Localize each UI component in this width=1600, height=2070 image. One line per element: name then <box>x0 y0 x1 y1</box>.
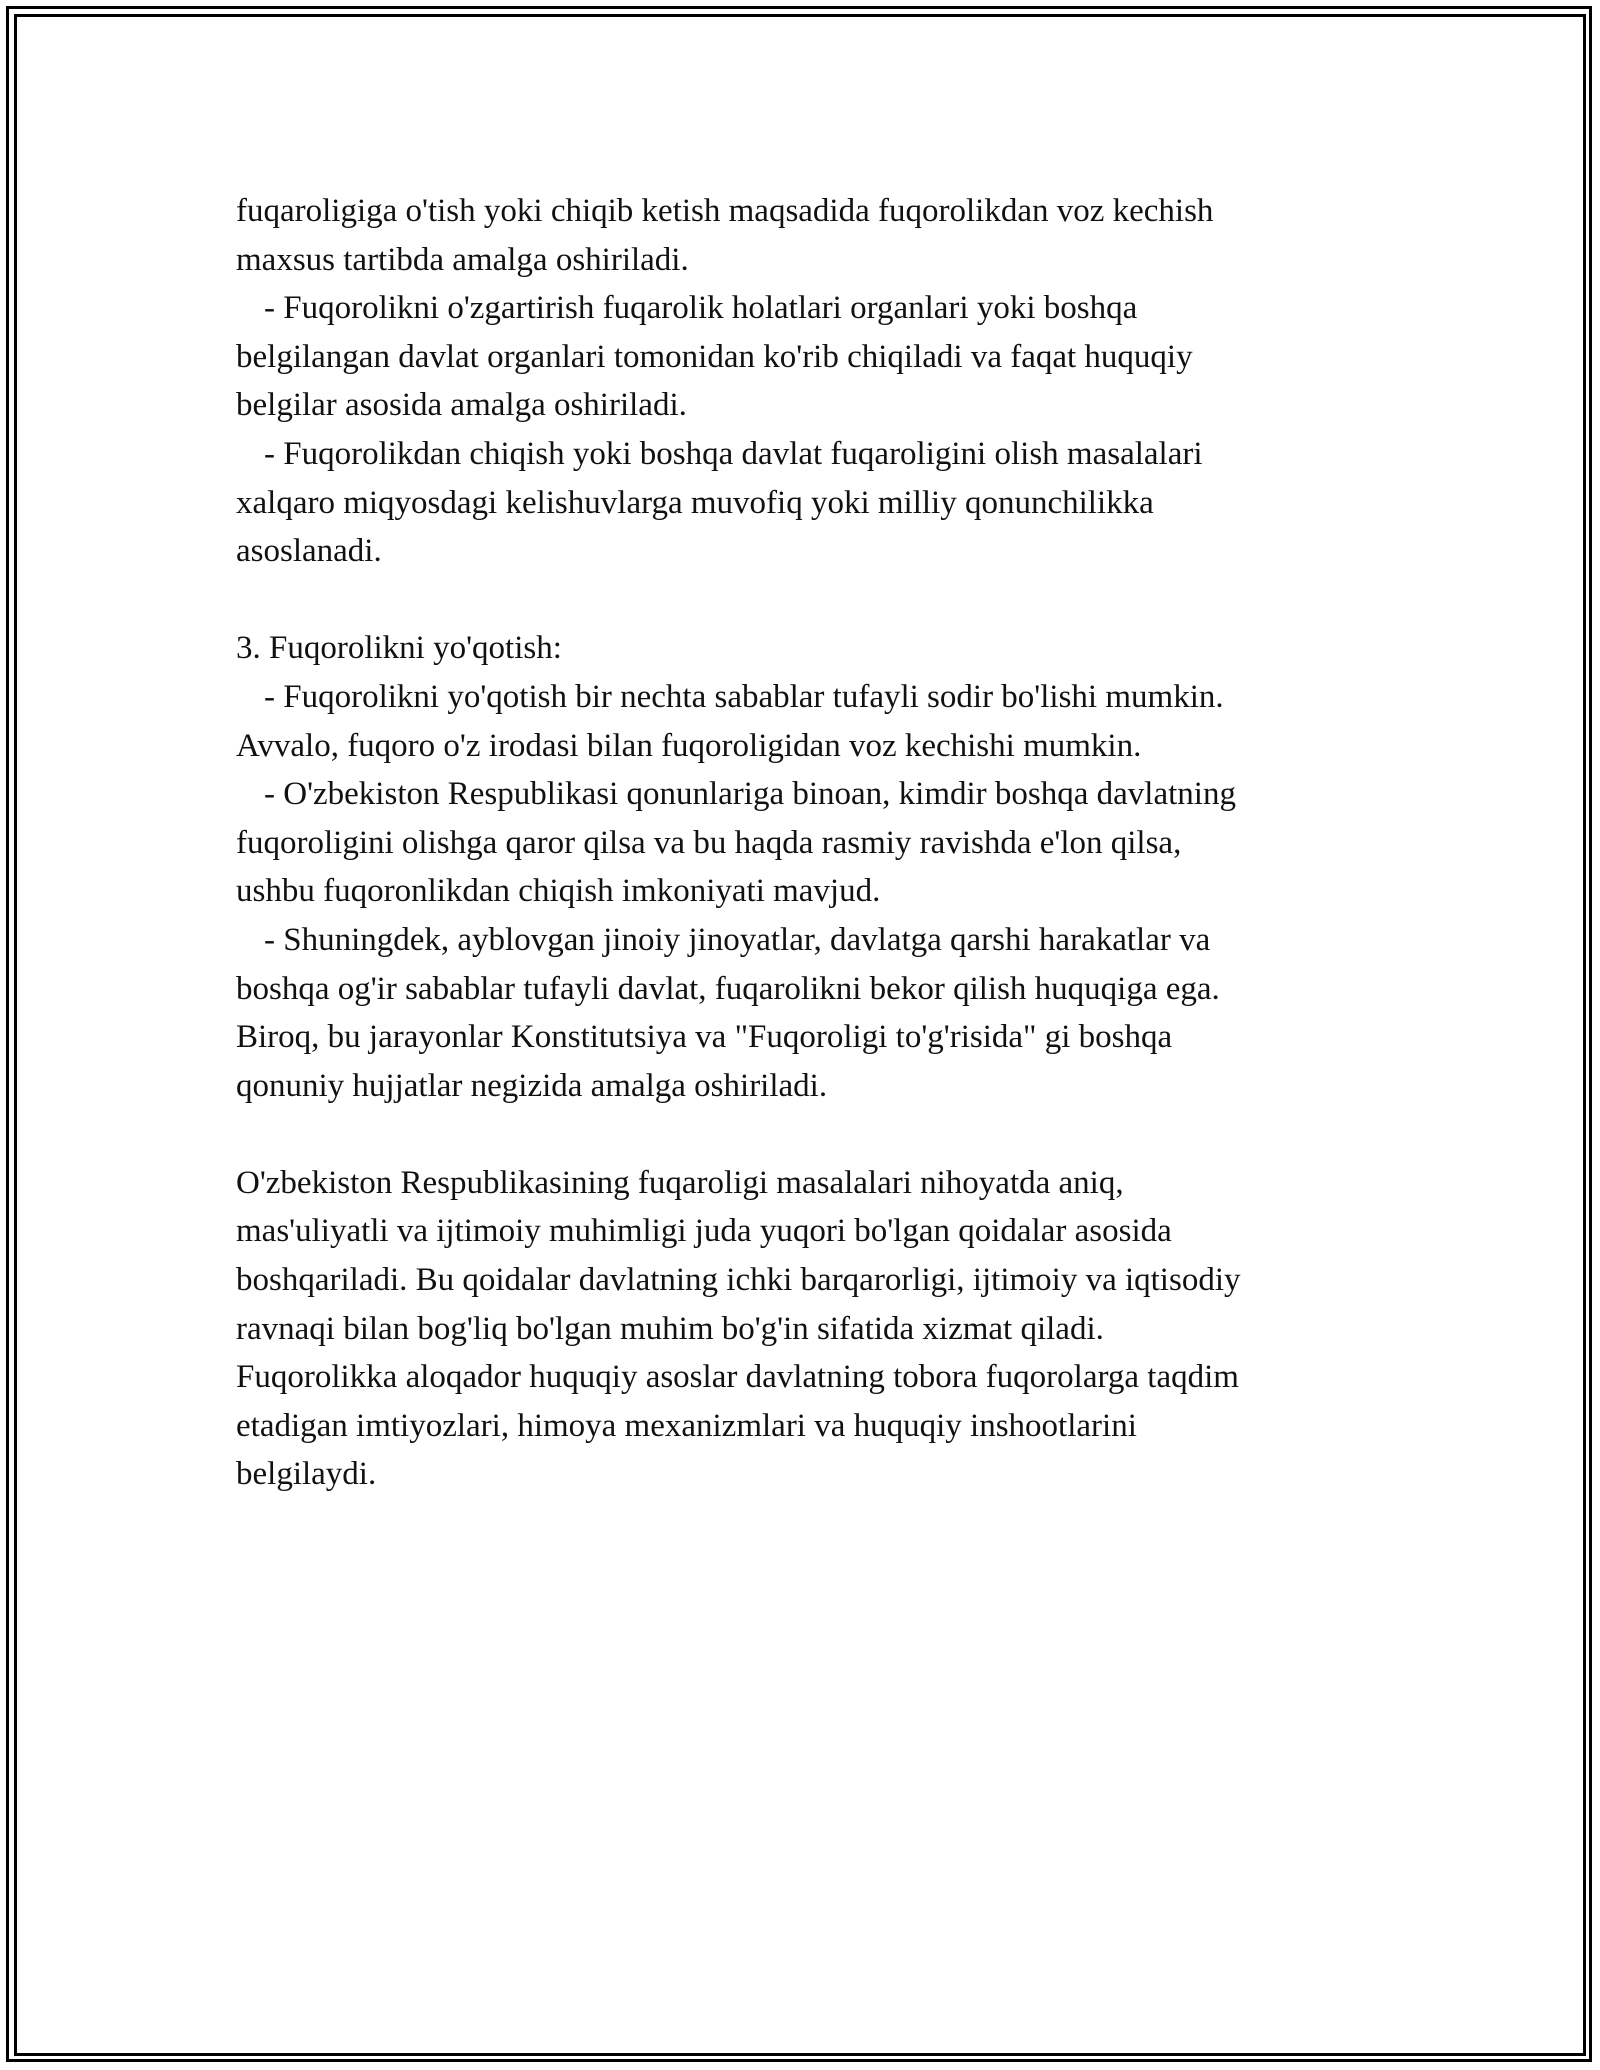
text-line: - Fuqorolikni yo'qotish bir nechta sabablar tufayli sodir bo'lishi mumkin. <box>264 678 1224 715</box>
conclusion-paragraph <box>236 1159 1386 1499</box>
text-line: boshqariladi. Bu qoidalar davlatning ichki barqarorligi, ijtimoiy va iqtisodiy <box>236 1262 1241 1299</box>
text-line: Fuqorolikka aloqador huquqiy asoslar davlatning tobora fuqorolarga taqdim <box>236 1359 1239 1396</box>
text-line: belgilar asosida amalga oshiriladi. <box>236 387 687 424</box>
text-line: boshqa og'ir sabablar tufayli davlat, fuqarolikni bekor qilish huquqiga ega. <box>236 970 1220 1007</box>
text-line: fuqaroligiga o'tish yoki chiqib ketish maqsadida fuqorolikdan voz kechish <box>236 193 1214 229</box>
text-line: ushbu fuqoronlikdan chiqish imkoniyati mavjud. <box>236 873 881 910</box>
text-line: qonuniy hujjatlar negizida amalga oshiriladi. <box>236 1067 828 1104</box>
paragraph-gap <box>236 1110 1386 1159</box>
text-line: - Shuningdek, ayblovgan jinoiy jinoyatlar, davlatga qarshi harakatlar va <box>264 921 1211 958</box>
text-line: mas'uliyatli va ijtimoiy muhimligi juda yuqori bo'lgan qoidalar asosida <box>236 1213 1172 1250</box>
section3-heading <box>236 624 1386 673</box>
text-line: Avvalo, fuqoro o'z irodasi bilan fuqoroligidan voz kechishi mumkin. <box>236 727 1142 764</box>
bullet-item <box>236 770 1386 916</box>
bullet-item <box>236 916 1386 1110</box>
text-line: - Fuqorolikni o'zgartirish fuqarolik holatlari organlari yoki boshqa <box>264 290 1138 327</box>
text-line: belgilaydi. <box>236 1456 377 1493</box>
bullet-item <box>236 430 1386 576</box>
text-line: O'zbekiston Respublikasining fuqaroligi masalalari nihoyatda aniq, <box>236 1164 1124 1201</box>
section1-tail-paragraph <box>236 187 1386 284</box>
text-line: maxsus tartibda amalga oshiriladi. <box>236 241 689 278</box>
text-line: asoslanadi. <box>236 533 382 570</box>
document-body <box>236 187 1386 1499</box>
text-line: belgilangan davlat organlari tomonidan ko'rib chiqiladi va faqat huquqiy <box>236 338 1193 375</box>
bullet-item <box>236 673 1386 770</box>
text-line: Biroq, bu jarayonlar Konstitutsiya va "Fuqoroligi to'g'risida" gi boshqa <box>236 1019 1173 1056</box>
bullet-item <box>236 284 1386 430</box>
text-line: ravnaqi bilan bog'liq bo'lgan muhim bo'g'in sifatida xizmat qiladi. <box>236 1310 1104 1347</box>
text-line: etadigan imtiyozlari, himoya mexanizmlari va huquqiy inshootlarini <box>236 1407 1137 1444</box>
text-line: fuqoroligini olishga qaror qilsa va bu haqda rasmiy ravishda e'lon qilsa, <box>236 824 1182 861</box>
text-line: - Fuqorolikdan chiqish yoki boshqa davlat fuqaroligini olish masalalari <box>264 435 1203 472</box>
text-line: - O'zbekiston Respublikasi qonunlariga binoan, kimdir boshqa davlatning <box>264 776 1236 813</box>
text-line: xalqaro miqyosdagi kelishuvlarga muvofiq yoki milliy qonunchilikka <box>236 484 1154 521</box>
text-line: 3. Fuqorolikni yo'qotish: <box>236 630 562 667</box>
paragraph-gap <box>236 576 1386 625</box>
